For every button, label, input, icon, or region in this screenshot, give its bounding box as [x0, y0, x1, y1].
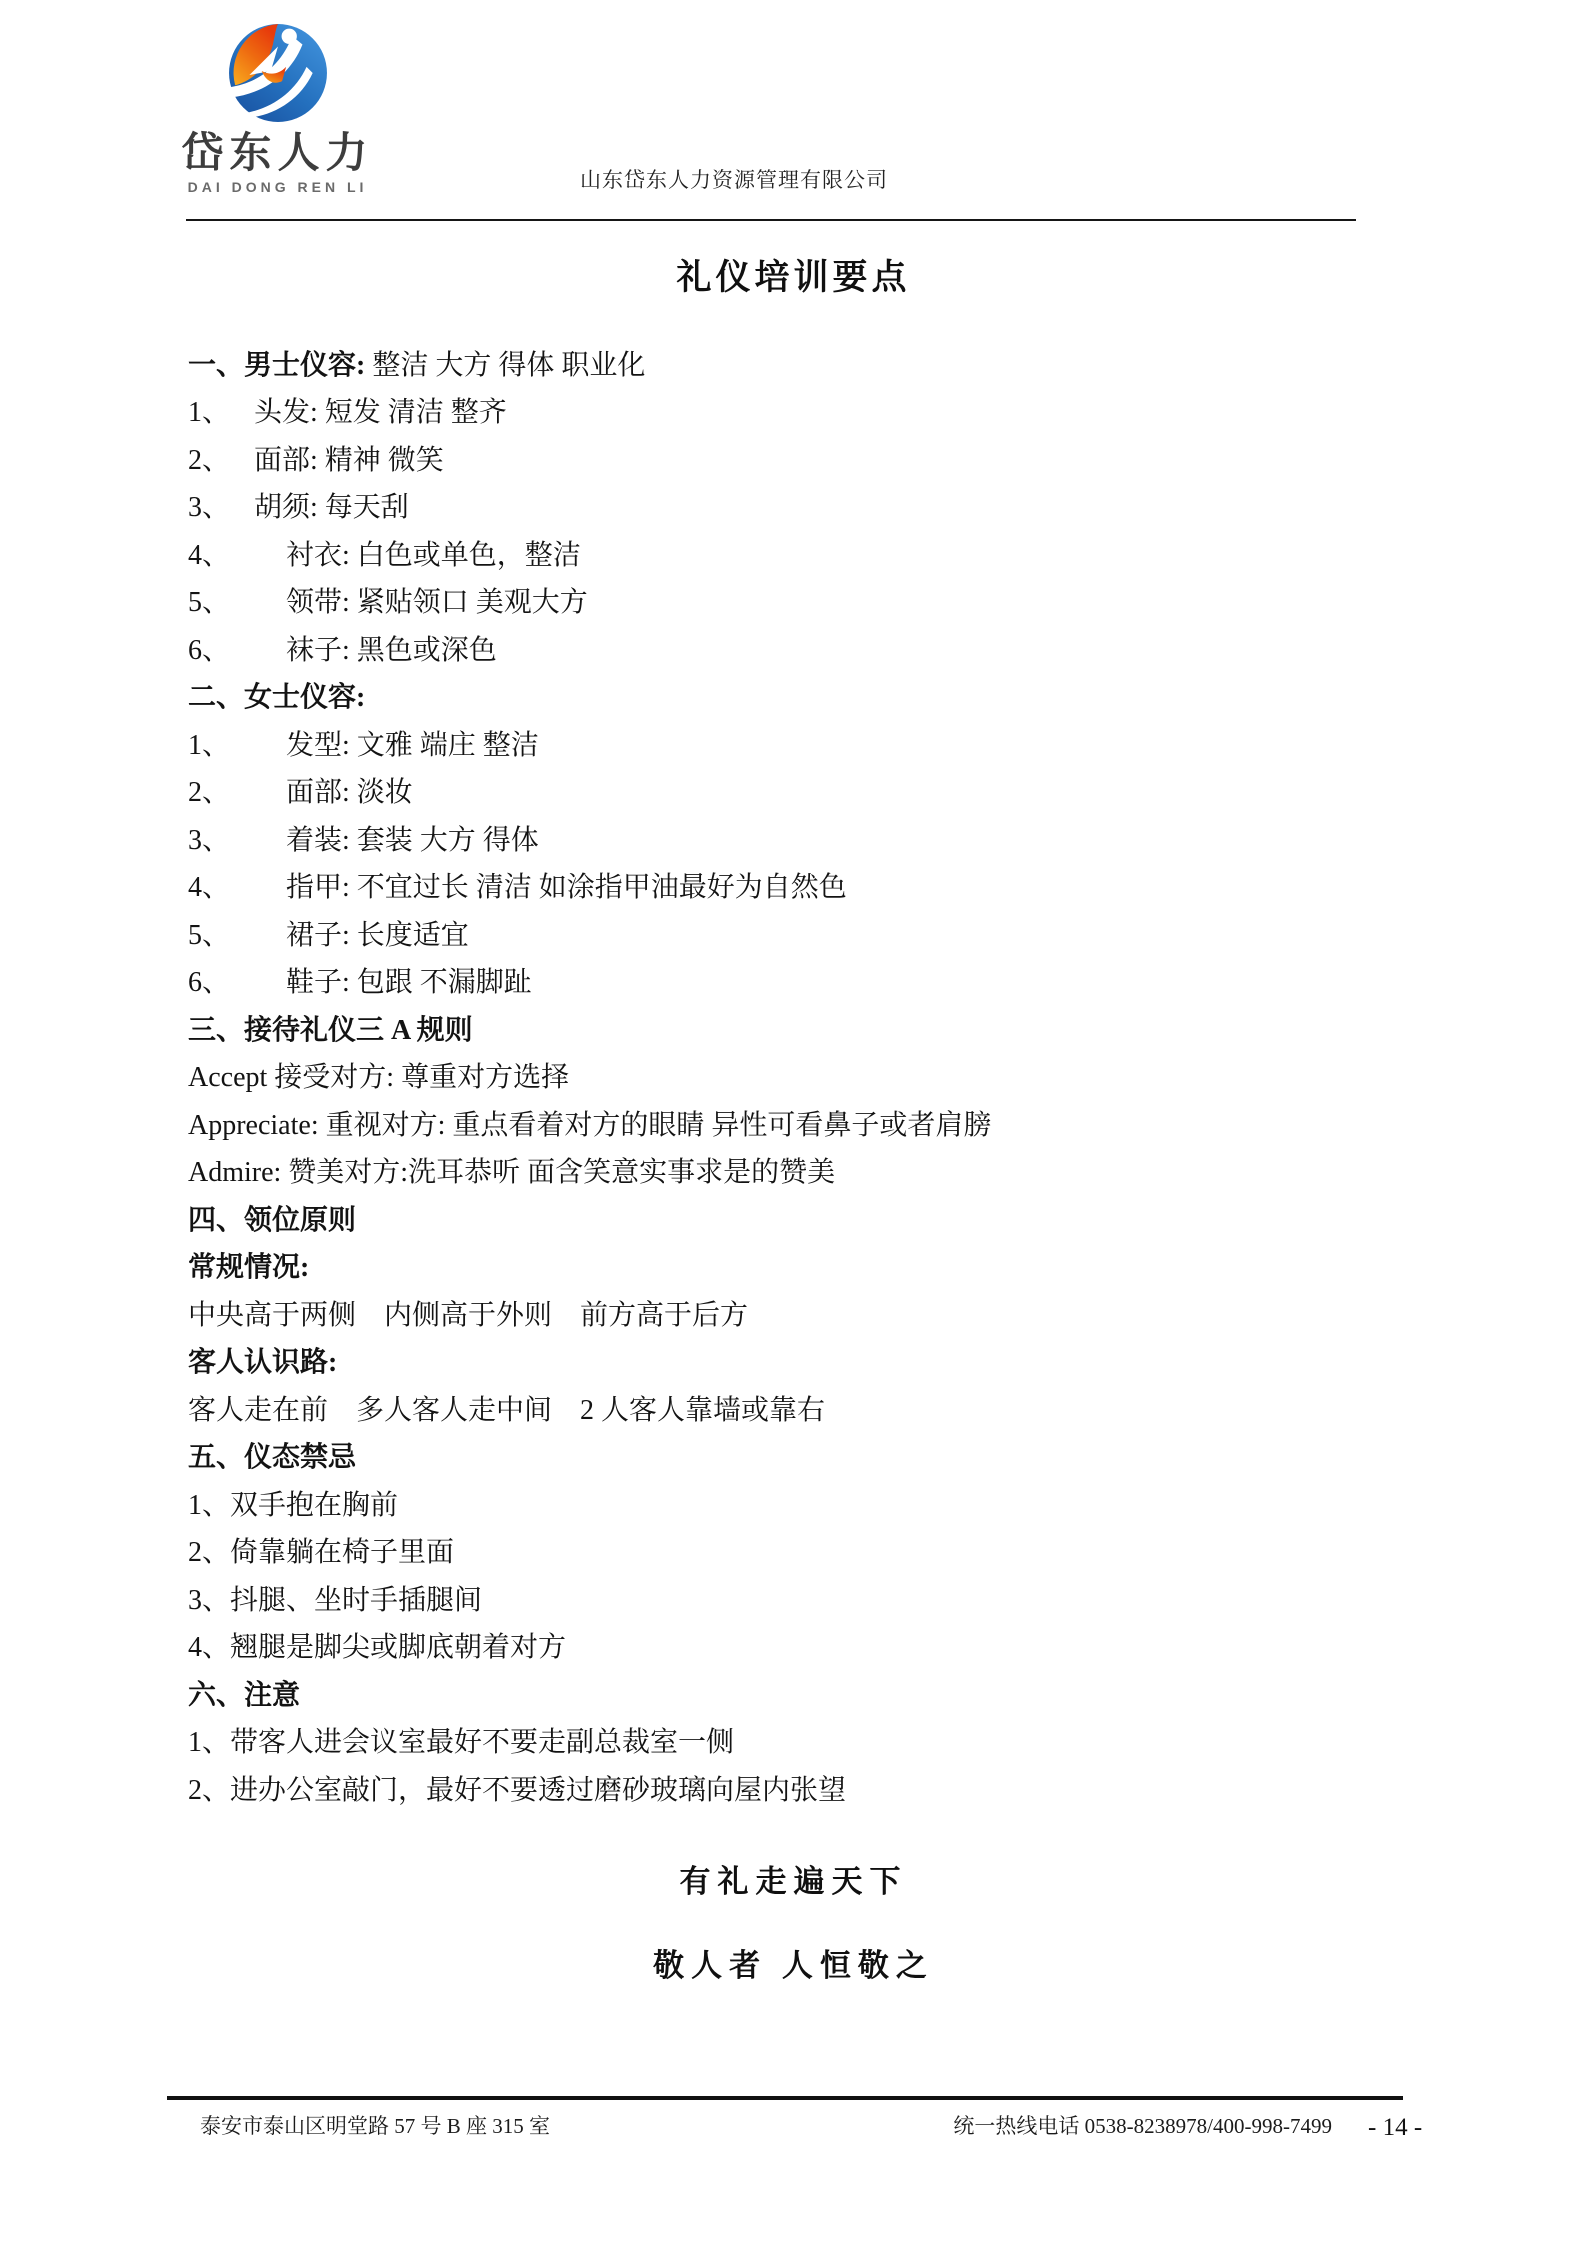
line-text: 1、双手抱在胸前 [188, 1489, 399, 1521]
body-line [188, 529, 1527, 577]
line-text: 胡须: 每天刮 [254, 492, 409, 524]
line-number: 2、 [188, 444, 231, 476]
body-line [188, 1194, 1527, 1242]
line-text: Appreciate: 重视对方: 重点看着对方的眼睛 异性可看鼻子或者肩膀 [188, 1109, 992, 1141]
body-lines [188, 339, 1527, 1812]
line-number: 4、 [188, 539, 231, 571]
body-line [188, 482, 1527, 530]
body-line [188, 814, 1527, 862]
line-text: 指甲: 不宜过长 清洁 如涂指甲油最好为自然色 [286, 872, 847, 904]
line-heading: 四、领位原则 [188, 1204, 357, 1236]
logo-sphere-icon [227, 22, 329, 124]
body-line [188, 339, 1527, 387]
body-line [188, 1004, 1527, 1052]
line-heading: 五、仪态禁忌 [188, 1442, 357, 1474]
footer-address: 泰安市泰山区明堂路 57 号 B 座 315 室 [200, 2114, 551, 2138]
line-text: 客人走在前 多人客人走中间 2 人客人靠墙或靠右 [188, 1394, 826, 1426]
logo-en-text: DAI DONG REN LI [187, 179, 368, 195]
line-heading: 二、女士仪容: [188, 682, 366, 714]
body-line [188, 1147, 1527, 1195]
body-line [188, 434, 1527, 482]
body-line [188, 1669, 1527, 1717]
body-line [188, 1764, 1527, 1812]
line-text: 中央高于两侧 内侧高于外则 前方高于后方 [188, 1299, 749, 1331]
line-text: 4、翘腿是脚尖或脚底朝着对方 [188, 1632, 567, 1664]
line-text: 1、带客人进会议室最好不要走副总裁室一侧 [188, 1727, 735, 1759]
body-line [188, 624, 1527, 672]
body-line [188, 1479, 1527, 1527]
line-heading: 客人认识路: [188, 1347, 338, 1379]
body-line [188, 957, 1527, 1005]
line-number: 6、 [188, 634, 231, 666]
body-line [188, 1432, 1527, 1480]
line-text: 着装: 套装 大方 得体 [286, 824, 539, 856]
line-text: 鞋子: 包跟 不漏脚趾 [286, 967, 532, 999]
line-number: 6、 [188, 967, 231, 999]
line-number: 2、 [188, 777, 231, 809]
line-text: 发型: 文雅 端庄 整洁 [286, 729, 539, 761]
line-number: 5、 [188, 919, 231, 951]
body-line [188, 1384, 1527, 1432]
line-number: 3、 [188, 824, 231, 856]
body-line [188, 1052, 1527, 1100]
line-heading: 三、接待礼仪三 A 规则 [188, 1014, 473, 1046]
footer-divider [167, 2096, 1403, 2100]
line-text: 衬衣: 白色或单色，整洁 [286, 539, 581, 571]
line-text: 2、倚靠躺在椅子里面 [188, 1537, 455, 1569]
closing-slogan-1: 有礼走遍天下 [679, 1864, 908, 1899]
body-line [188, 1289, 1527, 1337]
line-text: 袜子: 黑色或深色 [286, 634, 497, 666]
page-number: - 14 - [1368, 2114, 1423, 2141]
line-number: 1、 [188, 729, 231, 761]
body-line [188, 909, 1527, 957]
body-line [188, 1717, 1527, 1765]
footer-hotline: 统一热线电话 0538-8238978/400-998-7499 [953, 2114, 1332, 2138]
body-line [188, 577, 1527, 625]
body-line [188, 1622, 1527, 1670]
page-title: 礼仪培训要点 [676, 258, 911, 297]
line-number: 1、 [188, 397, 231, 429]
header-divider [186, 219, 1356, 221]
line-number: 3、 [188, 492, 231, 524]
line-number: 4、 [188, 872, 231, 904]
company-logo [150, 22, 405, 194]
line-heading: 一、男士仪容: [188, 349, 366, 381]
line-text: 面部: 淡妆 [286, 777, 413, 809]
body-line [188, 672, 1527, 720]
line-text: 裙子: 长度适宜 [286, 919, 469, 951]
body-line [188, 1337, 1527, 1385]
body-line [188, 719, 1527, 767]
line-text: 整洁 大方 得体 职业化 [365, 349, 646, 381]
closing-slogan-2: 敬人者 人恒敬之 [653, 1948, 934, 1983]
body-line [188, 1527, 1527, 1575]
company-name: 山东岱东人力资源管理有限公司 [580, 168, 888, 192]
body-line [188, 1099, 1527, 1147]
line-text: 2、进办公室敲门，最好不要透过磨砂玻璃向屋内张望 [188, 1774, 847, 1806]
line-text: Admire: 赞美对方:洗耳恭听 面含笑意实事求是的赞美 [188, 1157, 836, 1189]
line-text: Accept 接受对方: 尊重对方选择 [188, 1062, 570, 1094]
body-line [188, 1574, 1527, 1622]
line-text: 头发: 短发 清洁 整齐 [254, 397, 507, 429]
line-number: 5、 [188, 587, 231, 619]
line-text: 3、抖腿、坐时手插腿间 [188, 1584, 483, 1616]
line-heading: 常规情况: [188, 1252, 310, 1284]
body-line [188, 387, 1527, 435]
body-line [188, 767, 1527, 815]
line-text: 面部: 精神 微笑 [254, 444, 444, 476]
body-line [188, 1242, 1527, 1290]
body-line [188, 862, 1527, 910]
logo-cn-text: 岱东人力 [181, 129, 374, 176]
line-heading: 六、注意 [188, 1679, 301, 1711]
line-text: 领带: 紧贴领口 美观大方 [286, 587, 588, 619]
